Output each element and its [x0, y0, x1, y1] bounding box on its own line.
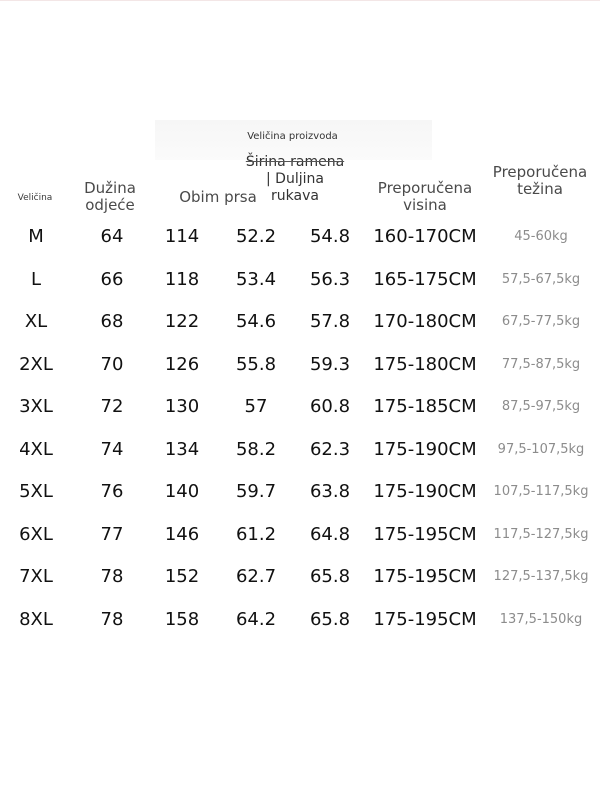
cell-weight: 137,5-150kg — [499, 612, 583, 627]
cell-length: 68 — [100, 311, 124, 332]
cell-sleeve: 60.8 — [309, 396, 351, 417]
cell-length: 72 — [100, 396, 124, 417]
cell-shoulder: 58.2 — [235, 439, 277, 460]
cell-size: L — [30, 269, 42, 290]
cell-weight: 117,5-127,5kg — [493, 527, 589, 542]
cell-shoulder: 52.2 — [235, 226, 277, 247]
cell-height: 165-175CM — [373, 269, 477, 290]
cell-chest: 130 — [164, 396, 200, 417]
cell-sleeve: 56.3 — [309, 269, 351, 290]
header-recommended-weight: Preporučena težina — [492, 163, 588, 199]
cell-weight: 97,5-107,5kg — [497, 442, 585, 457]
cell-sleeve: 54.8 — [309, 226, 351, 247]
cell-weight: 77,5-87,5kg — [501, 357, 581, 372]
cell-chest: 152 — [164, 566, 200, 587]
cell-size: 2XL — [19, 354, 53, 375]
cell-shoulder: 64.2 — [235, 609, 277, 630]
header-recommended-height: Preporučena visina — [377, 179, 473, 215]
cell-weight: 127,5-137,5kg — [493, 569, 589, 584]
cell-weight: 67,5-77,5kg — [501, 314, 581, 329]
cell-size: 5XL — [19, 481, 53, 502]
cell-chest: 146 — [164, 524, 200, 545]
cell-size: M — [28, 226, 44, 247]
cell-chest: 134 — [164, 439, 200, 460]
cell-height: 175-185CM — [373, 396, 477, 417]
cell-sleeve: 65.8 — [309, 609, 351, 630]
cell-height: 175-190CM — [373, 481, 477, 502]
header-product-size: Veličina proizvoda — [247, 131, 338, 142]
cell-length: 76 — [100, 481, 124, 502]
cell-chest: 118 — [164, 269, 200, 290]
header-size: Veličina — [17, 193, 53, 203]
header-sleeve-separator: | Duljina — [266, 171, 324, 187]
cell-height: 160-170CM — [373, 226, 477, 247]
cell-height: 175-190CM — [373, 439, 477, 460]
cell-length: 74 — [100, 439, 124, 460]
cell-size: XL — [24, 311, 48, 332]
header-shoulder-width: Širina ramena — [245, 154, 345, 170]
cell-chest: 158 — [164, 609, 200, 630]
cell-length: 64 — [100, 226, 124, 247]
cell-length: 77 — [100, 524, 124, 545]
cell-sleeve: 64.8 — [309, 524, 351, 545]
cell-chest: 126 — [164, 354, 200, 375]
cell-chest: 114 — [164, 226, 200, 247]
cell-shoulder: 62.7 — [235, 566, 277, 587]
cell-length: 78 — [100, 609, 124, 630]
cell-shoulder: 59.7 — [235, 481, 277, 502]
cell-length: 70 — [100, 354, 124, 375]
cell-height: 175-195CM — [373, 609, 477, 630]
cell-size: 3XL — [19, 396, 53, 417]
cell-shoulder: 61.2 — [235, 524, 277, 545]
cell-weight: 107,5-117,5kg — [493, 484, 589, 499]
cell-size: 8XL — [19, 609, 53, 630]
cell-height: 175-195CM — [373, 566, 477, 587]
cell-weight: 87,5-97,5kg — [501, 399, 581, 414]
cell-sleeve: 57.8 — [309, 311, 351, 332]
cell-shoulder: 53.4 — [235, 269, 277, 290]
cell-height: 170-180CM — [373, 311, 477, 332]
cell-chest: 122 — [164, 311, 200, 332]
cell-sleeve: 65.8 — [309, 566, 351, 587]
cell-height: 175-180CM — [373, 354, 477, 375]
cell-shoulder: 55.8 — [235, 354, 277, 375]
cell-shoulder: 57 — [244, 396, 268, 417]
cell-sleeve: 63.8 — [309, 481, 351, 502]
cell-length: 78 — [100, 566, 124, 587]
cell-weight: 57,5-67,5kg — [501, 272, 581, 287]
cell-size: 6XL — [19, 524, 53, 545]
header-sleeve-length: rukava — [271, 188, 319, 204]
top-border — [0, 0, 600, 1]
cell-sleeve: 62.3 — [309, 439, 351, 460]
cell-length: 66 — [100, 269, 124, 290]
cell-chest: 140 — [164, 481, 200, 502]
cell-sleeve: 59.3 — [309, 354, 351, 375]
cell-height: 175-195CM — [373, 524, 477, 545]
cell-weight: 45-60kg — [514, 229, 568, 244]
header-chest: Obim prsa — [179, 188, 257, 206]
cell-shoulder: 54.6 — [235, 311, 277, 332]
cell-size: 4XL — [19, 439, 53, 460]
header-garment-length: Dužina odjeće — [84, 179, 136, 215]
cell-size: 7XL — [19, 566, 53, 587]
